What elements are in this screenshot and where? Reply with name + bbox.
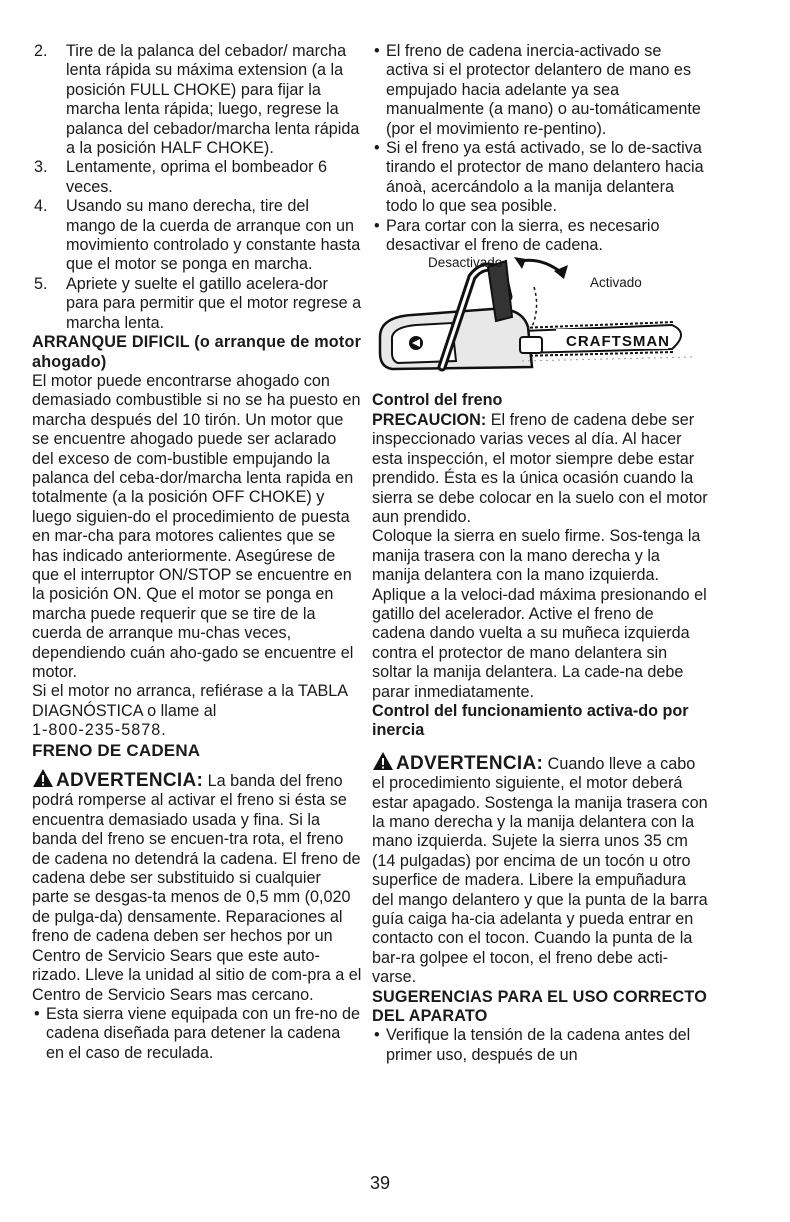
- page-number: 39: [370, 1173, 391, 1193]
- hard-start-contact: Si el motor no arranca, refiérase a la TABLA DIAGNÓSTICA o llame al: [32, 682, 348, 720]
- bullet-item: [372, 139, 708, 217]
- step-number: 5.: [34, 274, 48, 293]
- warning-block-2: [372, 751, 708, 988]
- warning-triangle-icon: [32, 768, 54, 788]
- warning-lead: Cuando lleve a: [547, 754, 656, 773]
- hard-start-text: El motor puede encontrarse ahogado con demasiado combustible si no se ha puesto en marcha después del 10 tirón. Un motor que se encuentre ahogado puede ser aclarado del exceso de com-bustible empujando la palanca del ceba-dor/marcha lenta rapida en totalmente (a la posición OFF CHOKE) y luego siguien-do el procedimiento de puesta en mar-cha para motores calientes que se has indicado anteriormente. Asegúrese de que el interruptor ON/STOP se encuentre en la posición ON. Que el motor se ponga en marcha puede requerir que se tire de la cuerda de arranque mu-chas veces, dependiendo cuán aho-gado se encuentre el motor.: [32, 371, 361, 681]
- bullet-text: Esta sierra viene equipada con un fre-no de cadena diseñada para detener la cadena en el caso de reculada.: [46, 1004, 361, 1062]
- right-column: [372, 42, 708, 1065]
- warning-block-1: [32, 768, 362, 1005]
- warning-title: ADVERTENCIA:: [396, 752, 544, 774]
- step-number: 3.: [34, 158, 48, 177]
- bullet-text: El freno de cadena inercia-activado se activa si el protector delantero de mano es empujado hacia adelante ya sea manualmente (a mano) o au-tomáticamente (por el movimiento re-pentino).: [386, 42, 701, 138]
- chain-brake-heading: FRENO DE CADENA: [32, 740, 201, 760]
- phone-number: 1-800-235-5878.: [32, 721, 167, 740]
- step-text: Usando su mano derecha, tire del mango de la cuerda de arranque con un movimiento controlado y constante hasta que el motor se ponga en marcha.: [66, 197, 361, 274]
- step-text: Apriete y suelte el gatillo acelera-dor para para permitir que el motor regrese a marcha lenta.: [66, 274, 362, 332]
- step-text: Tire de la palanca del cebador/ marcha lenta rápida su máxima extension (a la posición FULL CHOKE) para fijar la marcha lenta rápida; luego, regrese la palanca del cebador/marcha lenta rápida a la posición HALF CHOKE).: [66, 42, 360, 158]
- step-5: [32, 275, 362, 333]
- bullet-text: Si el freno ya está activado, se lo de-sactiva tirando el protector de mano delantero hacia ánoà, acercándolo a la manija delantera todo lo que sea posible.: [386, 139, 704, 216]
- chainsaw-illustration: [372, 257, 708, 385]
- label-deactivated: Desactivado: [428, 255, 503, 271]
- step-number: 2.: [34, 42, 48, 60]
- brand-logo: CRAFTSMAN: [566, 333, 670, 351]
- step-3: [32, 158, 362, 197]
- label-activated: Activado: [590, 275, 642, 291]
- step-4: [32, 197, 362, 275]
- warning-text: La banda del freno podrá romperse al activar el freno si ésta se encuentra demasiado usada y fina. Si la banda del freno se encuen-tra rota, el freno de cadena no detendrá la cadena. El freno de cadena debe ser substituido si cualquier parte se desgas-ta menos de 0,5 mm (0,020 de pulga-da) densamente. Reparaciones al freno de cadena deben ser hechos por un Centro de Servicio Sears que este auto-rizado. Lleve la unidad al sitio de com-pra a el Centro de Servicio Sears mas cercano.: [32, 772, 362, 1004]
- procedure-text: Coloque la sierra en suelo firme. Sos-tenga la manija trasera con la mano derecha y la manija delantera con la mano izquierda. Aplique a la veloci-dad máxima presionando el gatillo del acelerador. Active el freno de cadena dando vuelta a su muñeca izquierda contra el protector de mano delantera sin soltar la manija delantera. La cade-na debe parar inmediatamente.: [372, 527, 707, 701]
- caution-label: PRECAUCION:: [372, 410, 487, 429]
- caution-text: El freno de cadena debe ser inspeccionado varias veces al día. Al hacer esta inspección, el motor siempre debe estar prendido. Ésta es la única ocasión cuando la sierra se debe colocar en la suelo con el motor aun prendido.: [372, 410, 708, 526]
- warning-title: ADVERTENCIA:: [56, 770, 204, 792]
- step-text: Lentamente, oprima el bombeador 6 veces.: [66, 158, 327, 196]
- bullet-item: [372, 42, 708, 139]
- warning-text: cabo el procedimiento siguiente, el motor deberá estar apagado. Sostenga la manija trasera con la mano derecha y la manija delantera con la mano izquierda. Sujete la sierra unos 35 cm (14 pulgadas) por encima de un tocón u otro superfice de madera. Libere la empuñadura del mango delantero y que la punta de la barra guía caiga ha-cia adelanta y pueda entrar en contacto con el tocon. Cuando la punta de la bar-ra golpee el tocon, el freno debe acti-varse.: [372, 754, 708, 987]
- bullet-item: [372, 217, 708, 256]
- guard-activated-outline: [532, 287, 537, 327]
- hard-start-heading: ARRANQUE DIFICIL (o arranque de motor ahogado): [32, 333, 362, 371]
- inertia-heading: Control del funcionamiento activa-do por inercia: [372, 701, 689, 740]
- left-column: [32, 42, 362, 1063]
- warning-triangle-icon: [372, 751, 394, 771]
- bullet-item: [372, 1026, 708, 1065]
- tips-heading: SUGERENCIAS PARA EL USO CORRECTO DEL APARATO: [372, 987, 707, 1026]
- bullet-item: [32, 1005, 362, 1063]
- brake-control-heading: Control del freno: [372, 391, 503, 410]
- step-2: [32, 42, 362, 158]
- chain-cover: [520, 337, 542, 353]
- bullet-text: Verifique la tensión de la cadena antes del primer uso, después de un: [386, 1026, 691, 1064]
- caution-paragraph: [372, 411, 708, 527]
- chain-brake-figure: [372, 257, 708, 385]
- bullet-text: Para cortar con la sierra, es necesario desactivar el freno de cadena.: [386, 216, 660, 255]
- step-number: 4.: [34, 197, 48, 216]
